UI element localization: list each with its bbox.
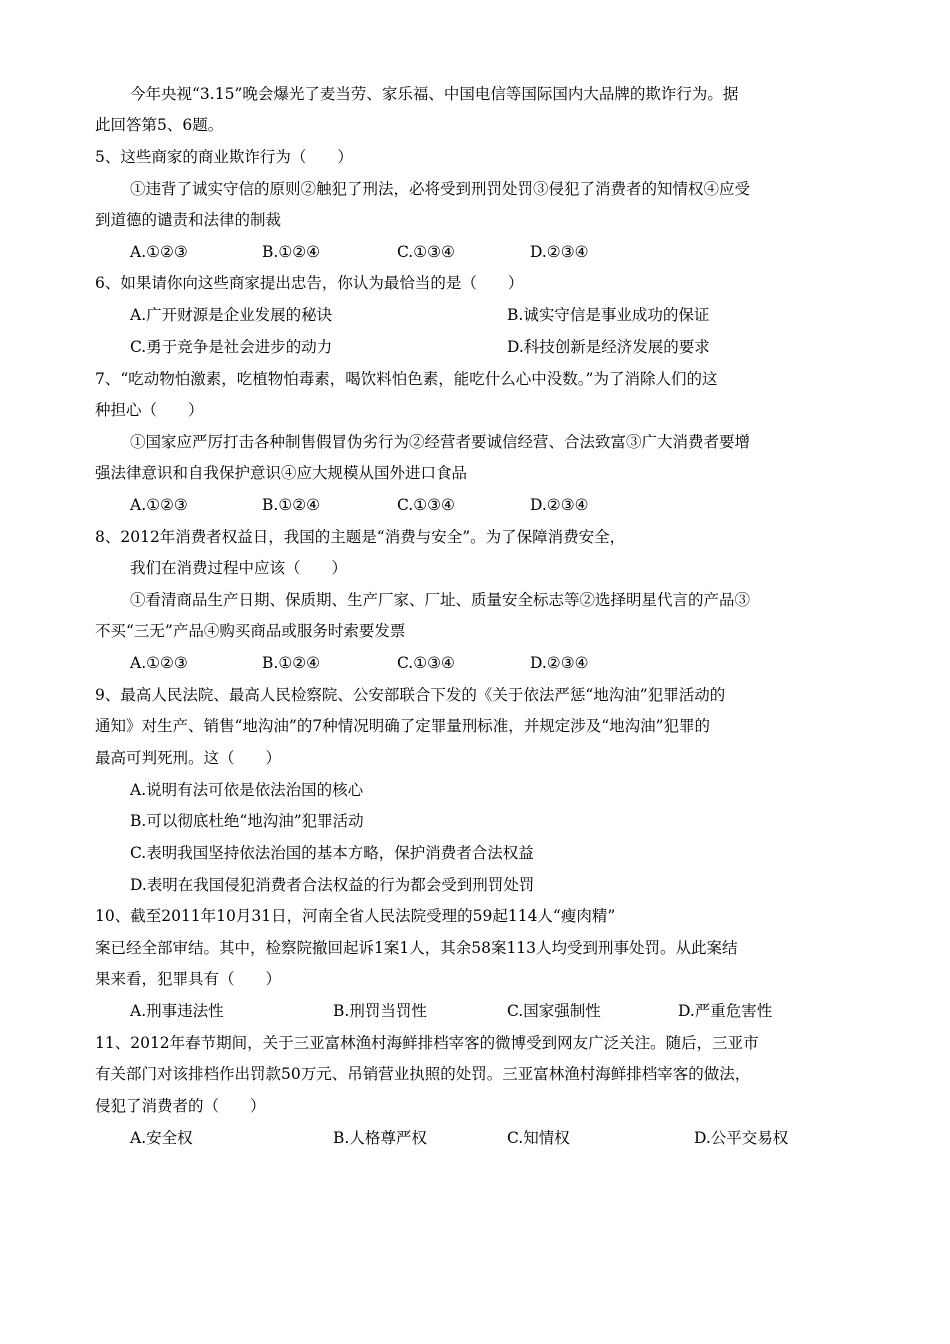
question-8-stem-1: 8、2012年消费者权益日，我国的主题是“消费与安全”。为了保障消费安全，	[95, 528, 626, 546]
question-10-stem-1: 10、截至2011年10月31日，河南全省人民法院受理的59起114人“瘦肉精”	[95, 907, 616, 925]
question-11-option-b[interactable]: B.人格尊严权	[333, 1129, 427, 1147]
question-10-stem-3: 果来看，犯罪具有（ ）	[95, 970, 282, 988]
question-7-statement-1: ①国家应严厉打击各种制售假冒伪劣行为②经营者要诚信经营、合法致富③广大消费者要增	[130, 433, 751, 451]
question-7-statement-2: 强法律意识和自我保护意识④应大规模从国外进口食品	[95, 464, 468, 482]
question-5-statement-2: 到道德的谴责和法律的制裁	[95, 211, 282, 229]
intro-line-1: 今年央视“3.15”晚会爆光了麦当劳、家乐福、中国电信等国际国内大品牌的欺诈行为。据	[130, 85, 739, 103]
question-6-stem: 6、如果请你向这些商家提出忠告，你认为最恰当的是（ ）	[95, 274, 524, 292]
question-11-stem-2: 有关部门对该排档作出罚款50万元、吊销营业执照的处罚。三亚富林渔村海鲜排档宰客的做法，	[95, 1065, 751, 1083]
question-5-option-a[interactable]: A.①②③	[130, 243, 188, 261]
question-10-option-b[interactable]: B.刑罚当罚性	[333, 1002, 427, 1020]
question-6-option-c[interactable]: C.勇于竞争是社会进步的动力	[130, 338, 333, 356]
question-6-option-d[interactable]: D.科技创新是经济发展的要求	[507, 338, 710, 356]
question-8-option-d[interactable]: D.②③④	[530, 654, 589, 672]
intro-line-2: 此回答第5、6题。	[95, 116, 224, 134]
question-8-option-b[interactable]: B.①②④	[262, 654, 321, 672]
question-8-option-c[interactable]: C.①③④	[397, 654, 455, 672]
question-7-option-b[interactable]: B.①②④	[262, 496, 321, 514]
question-7-stem-2: 种担心（ ）	[95, 401, 204, 419]
question-6-option-a[interactable]: A.广开财源是企业发展的秘诀	[130, 306, 333, 324]
question-9-stem-3: 最高可判死刑。这（ ）	[95, 749, 282, 767]
question-11-option-d[interactable]: D.公平交易权	[694, 1129, 789, 1147]
question-7-option-c[interactable]: C.①③④	[397, 496, 455, 514]
question-10-stem-2: 案已经全部审结。其中，检察院撤回起诉1案1人，其余58案113人均受到刑事处罚。从此案结	[95, 939, 738, 957]
question-10-option-a[interactable]: A.刑事违法性	[130, 1002, 224, 1020]
question-10-option-c[interactable]: C.国家强制性	[507, 1002, 601, 1020]
question-8-statement-1: ①看清商品生产日期、保质期、生产厂家、厂址、质量安全标志等②选择明星代言的产品③	[130, 591, 751, 609]
question-5-option-b[interactable]: B.①②④	[262, 243, 321, 261]
question-9-option-a[interactable]: A.说明有法可依是依法治国的核心	[130, 781, 364, 799]
question-5-stem: 5、这些商家的商业欺诈行为（ ）	[95, 148, 353, 166]
question-5-statement-1: ①违背了诚实守信的原则②触犯了刑法，必将受到刑罚处罚③侵犯了消费者的知情权④应受	[130, 180, 751, 198]
question-7-option-a[interactable]: A.①②③	[130, 496, 188, 514]
question-9-stem-1: 9、最高人民法院、最高人民检察院、公安部联合下发的《关于依法严惩“地沟油”犯罪活动的	[95, 686, 726, 704]
question-5-option-d[interactable]: D.②③④	[530, 243, 589, 261]
question-8-option-a[interactable]: A.①②③	[130, 654, 188, 672]
question-7-option-d[interactable]: D.②③④	[530, 496, 589, 514]
question-8-statement-2: 不买“三无”产品④购买商品或服务时索要发票	[95, 622, 406, 640]
question-5-option-c[interactable]: C.①③④	[397, 243, 455, 261]
question-7-stem-1: 7、“吃动物怕激素，吃植物怕毒素，喝饮料怕色素，能吃什么心中没数。”为了消除人们的这	[95, 370, 718, 388]
question-8-stem-2: 我们在消费过程中应该（ ）	[130, 559, 348, 577]
question-11-stem-3: 侵犯了消费者的（ ）	[95, 1097, 266, 1115]
question-10-option-d[interactable]: D.严重危害性	[678, 1002, 773, 1020]
question-11-option-a[interactable]: A.安全权	[130, 1129, 193, 1147]
question-6-option-b[interactable]: B.诚实守信是事业成功的保证	[507, 306, 710, 324]
question-9-option-b[interactable]: B.可以彻底杜绝“地沟油”犯罪活动	[130, 812, 364, 830]
question-9-option-c[interactable]: C.表明我国坚持依法治国的基本方略，保护消费者合法权益	[130, 844, 534, 862]
question-11-option-c[interactable]: C.知情权	[507, 1129, 570, 1147]
question-9-stem-2: 通知》对生产、销售“地沟油”的7种情况明确了定罪量刑标准，并规定涉及“地沟油”犯罪的	[95, 717, 711, 735]
question-11-stem-1: 11、2012年春节期间，关于三亚富林渔村海鲜排档宰客的微博受到网友广泛关注。随后，三亚市	[95, 1034, 759, 1052]
question-9-option-d[interactable]: D.表明在我国侵犯消费者合法权益的行为都会受到刑罚处罚	[130, 876, 535, 894]
